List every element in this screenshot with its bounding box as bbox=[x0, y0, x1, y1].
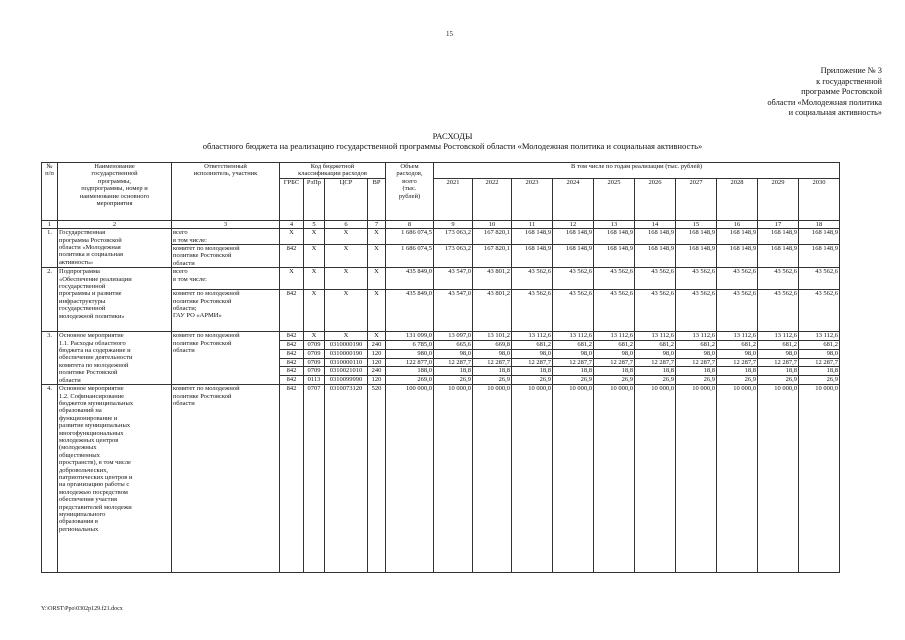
row-executor: комитет по молодежной политике Ростовской области; ГАУ РО «АРМИ» bbox=[172, 290, 280, 332]
cell-year-2026: 168 148,9 bbox=[635, 229, 676, 245]
cell-total: 1 686 074,5 bbox=[386, 229, 434, 245]
cell-year-2029: 10 000,0 bbox=[758, 385, 799, 573]
cell-year-2027: 98,0 bbox=[676, 349, 717, 358]
cell-year-2021: 98,0 bbox=[434, 349, 473, 358]
cell-year-2027: 43 562,6 bbox=[676, 268, 717, 290]
table-row bbox=[42, 332, 840, 341]
cell-year-2030: 43 562,6 bbox=[799, 268, 840, 290]
appendix-line: области «Молодежная политика bbox=[767, 97, 882, 107]
header-code-3: ВР bbox=[368, 178, 386, 220]
cell-year-2021: 665,6 bbox=[434, 341, 473, 350]
cell-year-2023: 13 112,6 bbox=[512, 332, 553, 341]
cell-vr: 240 bbox=[368, 341, 386, 350]
column-number: 4 bbox=[280, 220, 304, 228]
row-name: Основное мероприятие 1.1. Расходы областного бюджета на содержание и обеспечение деятельности комитета по молодежной политике Ростовской области bbox=[58, 332, 172, 385]
cell-vr: Х bbox=[368, 245, 386, 268]
cell-year-2029: 98,0 bbox=[758, 349, 799, 358]
header-year-2026: 2026 bbox=[635, 178, 676, 220]
cell-total: 6 785,0 bbox=[386, 341, 434, 350]
cell-csr: 0310073120 bbox=[325, 385, 368, 573]
cell-year-2025: 168 148,9 bbox=[594, 245, 635, 268]
appendix-line: к государственной bbox=[816, 76, 882, 86]
cell-year-2028: 43 562,6 bbox=[717, 268, 758, 290]
cell-year-2025: 10 000,0 bbox=[594, 385, 635, 573]
row-executor: комитет по молодежной политике Ростовской области bbox=[172, 385, 280, 573]
cell-year-2023: 681,2 bbox=[512, 341, 553, 350]
cell-rzpr: 0113 bbox=[304, 376, 325, 385]
document-subtitle: областного бюджета на реализацию государственной программы Ростовской области «Молодежная политика и социальная активность» bbox=[202, 141, 703, 151]
cell-vr: 120 bbox=[368, 376, 386, 385]
appendix-line: и социальная активность» bbox=[788, 108, 882, 117]
budget-table bbox=[41, 162, 840, 573]
cell-rzpr: Х bbox=[304, 268, 325, 290]
cell-year-2030: 18,8 bbox=[799, 367, 840, 376]
cell-year-2027: 13 112,6 bbox=[676, 332, 717, 341]
cell-year-2029: 168 148,9 bbox=[758, 245, 799, 268]
cell-year-2024: 18,8 bbox=[553, 367, 594, 376]
cell-year-2024: 12 287,7 bbox=[553, 358, 594, 367]
table-row bbox=[42, 229, 840, 245]
header-year-2021: 2021 bbox=[434, 178, 473, 220]
header-row bbox=[42, 163, 840, 179]
header-volume: Объем расходов, всего (тыс. рублей) bbox=[386, 163, 434, 221]
cell-year-2021: 18,8 bbox=[434, 367, 473, 376]
row-name: Подпрограмма «Обеспечение реализации государственной программы и развитие инфраструктуры государственной молодежной политики» bbox=[58, 268, 172, 332]
cell-year-2029: 168 148,9 bbox=[758, 229, 799, 245]
cell-year-2028: 10 000,0 bbox=[717, 385, 758, 573]
cell-grbs: 842 bbox=[280, 376, 304, 385]
column-number: 12 bbox=[553, 220, 594, 228]
row-name: Основное мероприятие 1.2. Софинансирование бюджетов муниципальных образований на функционирование и развитие муниципальных многофункциональных молодежных центров (молодежных общественных пространств), в том числе добровольческих, патриотических центров и на организацию работы с молодежью посредством обеспечения участия представителей молодежи муниципального образования в региональных bbox=[58, 385, 172, 573]
cell-grbs: 842 bbox=[280, 341, 304, 350]
column-number: 10 bbox=[473, 220, 512, 228]
cell-year-2023: 43 562,6 bbox=[512, 268, 553, 290]
cell-total: 1 686 074,5 bbox=[386, 245, 434, 268]
header-code-0: ГРБС bbox=[280, 178, 304, 220]
cell-year-2025: 98,0 bbox=[594, 349, 635, 358]
header-code-1: РзПр bbox=[304, 178, 325, 220]
cell-year-2025: 43 562,6 bbox=[594, 268, 635, 290]
appendix-line: Приложение № 3 bbox=[820, 66, 882, 75]
cell-total: 435 849,0 bbox=[386, 268, 434, 290]
cell-year-2030: 10 000,0 bbox=[799, 385, 840, 573]
cell-vr: 240 bbox=[368, 367, 386, 376]
cell-year-2027: 168 148,9 bbox=[676, 229, 717, 245]
cell-year-2021: 13 097,0 bbox=[434, 332, 473, 341]
column-number: 2 bbox=[58, 220, 172, 228]
cell-year-2025: 12 287,7 bbox=[594, 358, 635, 367]
cell-year-2022: 669,8 bbox=[473, 341, 512, 350]
row-name: Государственная программа Ростовской области «Молодежная политика и социальная активность» bbox=[58, 229, 172, 268]
appendix-block bbox=[690, 66, 882, 119]
column-number: 11 bbox=[512, 220, 553, 228]
cell-year-2028: 98,0 bbox=[717, 349, 758, 358]
cell-rzpr: Х bbox=[304, 245, 325, 268]
cell-year-2026: 10 000,0 bbox=[635, 385, 676, 573]
cell-year-2029: 43 562,6 bbox=[758, 290, 799, 332]
cell-year-2026: 12 287,7 bbox=[635, 358, 676, 367]
cell-rzpr: 0709 bbox=[304, 358, 325, 367]
cell-year-2028: 43 562,6 bbox=[717, 290, 758, 332]
cell-year-2027: 681,2 bbox=[676, 341, 717, 350]
cell-rzpr: Х bbox=[304, 290, 325, 332]
cell-grbs: 842 bbox=[280, 290, 304, 332]
cell-total: 131 099,0 bbox=[386, 332, 434, 341]
cell-year-2029: 18,8 bbox=[758, 367, 799, 376]
cell-year-2029: 12 287,7 bbox=[758, 358, 799, 367]
cell-vr: 120 bbox=[368, 358, 386, 367]
cell-year-2024: 26,9 bbox=[553, 376, 594, 385]
cell-csr: 0310000190 bbox=[325, 349, 368, 358]
column-number: 16 bbox=[717, 220, 758, 228]
cell-year-2028: 681,2 bbox=[717, 341, 758, 350]
header-name: Наименование государственной программы, подпрограммы, номер и наименование основного мероприятия bbox=[58, 163, 172, 221]
cell-year-2024: 10 000,0 bbox=[553, 385, 594, 573]
cell-year-2022: 43 801,2 bbox=[473, 290, 512, 332]
header-year-2024: 2024 bbox=[553, 178, 594, 220]
cell-year-2027: 18,8 bbox=[676, 367, 717, 376]
cell-csr: 0310099990 bbox=[325, 376, 368, 385]
cell-year-2028: 18,8 bbox=[717, 367, 758, 376]
cell-year-2021: 173 063,2 bbox=[434, 245, 473, 268]
column-number: 3 bbox=[172, 220, 280, 228]
cell-total: 188,0 bbox=[386, 367, 434, 376]
page-number: 15 bbox=[446, 30, 453, 38]
column-number: 1 bbox=[42, 220, 58, 228]
cell-year-2027: 10 000,0 bbox=[676, 385, 717, 573]
cell-csr: 0310021010 bbox=[325, 367, 368, 376]
cell-csr: Х bbox=[325, 268, 368, 290]
cell-vr: Х bbox=[368, 332, 386, 341]
header-year-2022: 2022 bbox=[473, 178, 512, 220]
cell-year-2026: 98,0 bbox=[635, 349, 676, 358]
cell-year-2021: 43 547,0 bbox=[434, 290, 473, 332]
header-year-2023: 2023 bbox=[512, 178, 553, 220]
header-year-2030: 2030 bbox=[799, 178, 840, 220]
cell-year-2030: 98,0 bbox=[799, 349, 840, 358]
cell-year-2022: 26,9 bbox=[473, 376, 512, 385]
cell-rzpr: 0707 bbox=[304, 385, 325, 573]
header-code-2: ЦСР bbox=[325, 178, 368, 220]
cell-year-2030: 12 287,7 bbox=[799, 358, 840, 367]
cell-vr: 520 bbox=[368, 385, 386, 573]
column-number: 14 bbox=[635, 220, 676, 228]
cell-year-2021: 43 547,0 bbox=[434, 268, 473, 290]
cell-year-2027: 12 287,7 bbox=[676, 358, 717, 367]
row-executor: комитет по молодежной политике Ростовской области bbox=[172, 245, 280, 268]
cell-year-2026: 13 112,6 bbox=[635, 332, 676, 341]
cell-year-2030: 26,9 bbox=[799, 376, 840, 385]
cell-grbs: 842 bbox=[280, 358, 304, 367]
cell-year-2024: 43 562,6 bbox=[553, 290, 594, 332]
table-row bbox=[42, 385, 840, 573]
cell-year-2023: 12 287,7 bbox=[512, 358, 553, 367]
cell-year-2023: 168 148,9 bbox=[512, 229, 553, 245]
header-year-2029: 2029 bbox=[758, 178, 799, 220]
cell-year-2023: 18,8 bbox=[512, 367, 553, 376]
cell-year-2028: 12 287,7 bbox=[717, 358, 758, 367]
cell-year-2021: 12 287,7 bbox=[434, 358, 473, 367]
cell-csr: Х bbox=[325, 229, 368, 245]
cell-rzpr: 0709 bbox=[304, 341, 325, 350]
row-executor: комитет по молодежной политике Ростовской области bbox=[172, 332, 280, 385]
row-number: 2. bbox=[42, 268, 58, 332]
cell-year-2023: 168 148,9 bbox=[512, 245, 553, 268]
column-number: 9 bbox=[434, 220, 473, 228]
cell-csr: Х bbox=[325, 332, 368, 341]
cell-rzpr: Х bbox=[304, 332, 325, 341]
file-path-footer: Y:\ORST\Ppo\0302p129.f21.docx bbox=[41, 606, 123, 612]
cell-year-2029: 681,2 bbox=[758, 341, 799, 350]
cell-year-2022: 98,0 bbox=[473, 349, 512, 358]
cell-year-2021: 26,9 bbox=[434, 376, 473, 385]
cell-year-2025: 18,8 bbox=[594, 367, 635, 376]
row-number: 1. bbox=[42, 229, 58, 268]
column-number-row bbox=[42, 220, 840, 228]
cell-year-2026: 18,8 bbox=[635, 367, 676, 376]
table-row bbox=[42, 268, 840, 290]
cell-year-2023: 10 000,0 bbox=[512, 385, 553, 573]
row-number: 3. bbox=[42, 332, 58, 385]
header-executor: Ответственный исполнитель, участник bbox=[172, 163, 280, 221]
row-executor: всего в том числе: bbox=[172, 229, 280, 245]
cell-vr: Х bbox=[368, 229, 386, 245]
cell-vr: 120 bbox=[368, 349, 386, 358]
cell-year-2022: 10 000,0 bbox=[473, 385, 512, 573]
cell-year-2029: 26,9 bbox=[758, 376, 799, 385]
row-number: 4. bbox=[42, 385, 58, 573]
cell-year-2023: 26,9 bbox=[512, 376, 553, 385]
cell-total: 269,0 bbox=[386, 376, 434, 385]
cell-total: 980,0 bbox=[386, 349, 434, 358]
cell-year-2022: 18,8 bbox=[473, 367, 512, 376]
cell-year-2023: 43 562,6 bbox=[512, 290, 553, 332]
header-budget-code: Код бюджетной классификации расходов bbox=[280, 163, 386, 179]
cell-total: 100 000,0 bbox=[386, 385, 434, 573]
cell-rzpr: 0709 bbox=[304, 367, 325, 376]
cell-year-2023: 98,0 bbox=[512, 349, 553, 358]
cell-csr: Х bbox=[325, 290, 368, 332]
header-year-2027: 2027 bbox=[676, 178, 717, 220]
cell-grbs: 842 bbox=[280, 245, 304, 268]
row-executor: всего в том числе: bbox=[172, 268, 280, 290]
cell-year-2024: 98,0 bbox=[553, 349, 594, 358]
cell-year-2028: 13 112,6 bbox=[717, 332, 758, 341]
cell-year-2022: 13 101,2 bbox=[473, 332, 512, 341]
cell-year-2027: 26,9 bbox=[676, 376, 717, 385]
appendix-line: программе Ростовской bbox=[801, 87, 882, 96]
cell-csr: 0310000190 bbox=[325, 341, 368, 350]
cell-year-2022: 167 820,1 bbox=[473, 245, 512, 268]
cell-year-2026: 681,2 bbox=[635, 341, 676, 350]
cell-total: 435 849,0 bbox=[386, 290, 434, 332]
cell-year-2030: 43 562,6 bbox=[799, 290, 840, 332]
cell-year-2025: 13 112,6 bbox=[594, 332, 635, 341]
cell-year-2026: 43 562,6 bbox=[635, 290, 676, 332]
cell-year-2028: 168 148,9 bbox=[717, 245, 758, 268]
cell-year-2030: 681,2 bbox=[799, 341, 840, 350]
cell-year-2028: 168 148,9 bbox=[717, 229, 758, 245]
cell-year-2028: 26,9 bbox=[717, 376, 758, 385]
cell-year-2030: 168 148,9 bbox=[799, 229, 840, 245]
header-years-label: В том числе по годам реализации (тыс. рублей) bbox=[434, 163, 840, 179]
column-number: 18 bbox=[799, 220, 840, 228]
cell-grbs: 842 bbox=[280, 349, 304, 358]
column-number: 6 bbox=[325, 220, 368, 228]
column-number: 17 bbox=[758, 220, 799, 228]
cell-year-2024: 13 112,6 bbox=[553, 332, 594, 341]
column-number: 7 bbox=[368, 220, 386, 228]
cell-year-2025: 26,9 bbox=[594, 376, 635, 385]
cell-year-2026: 43 562,6 bbox=[635, 268, 676, 290]
cell-year-2022: 167 820,1 bbox=[473, 229, 512, 245]
header-year-2025: 2025 bbox=[594, 178, 635, 220]
cell-grbs: Х bbox=[280, 229, 304, 245]
column-number: 13 bbox=[594, 220, 635, 228]
cell-grbs: 842 bbox=[280, 367, 304, 376]
header-num: № п/п bbox=[42, 163, 58, 221]
cell-rzpr: 0709 bbox=[304, 349, 325, 358]
column-number: 5 bbox=[304, 220, 325, 228]
column-number: 8 bbox=[386, 220, 434, 228]
cell-year-2025: 168 148,9 bbox=[594, 229, 635, 245]
cell-year-2029: 13 112,6 bbox=[758, 332, 799, 341]
cell-year-2026: 26,9 bbox=[635, 376, 676, 385]
cell-year-2030: 168 148,9 bbox=[799, 245, 840, 268]
cell-year-2029: 43 562,6 bbox=[758, 268, 799, 290]
cell-grbs: 842 bbox=[280, 332, 304, 341]
cell-year-2021: 10 000,0 bbox=[434, 385, 473, 573]
cell-year-2022: 12 287,7 bbox=[473, 358, 512, 367]
cell-vr: Х bbox=[368, 290, 386, 332]
cell-year-2025: 43 562,6 bbox=[594, 290, 635, 332]
cell-vr: Х bbox=[368, 268, 386, 290]
cell-csr: 0310000110 bbox=[325, 358, 368, 367]
cell-year-2021: 173 063,2 bbox=[434, 229, 473, 245]
cell-year-2024: 168 148,9 bbox=[553, 229, 594, 245]
cell-year-2025: 681,2 bbox=[594, 341, 635, 350]
cell-rzpr: Х bbox=[304, 229, 325, 245]
cell-year-2027: 168 148,9 bbox=[676, 245, 717, 268]
cell-grbs: Х bbox=[280, 268, 304, 290]
document-title: РАСХОДЫ bbox=[432, 131, 473, 141]
cell-year-2030: 13 112,6 bbox=[799, 332, 840, 341]
cell-total: 122 877,0 bbox=[386, 358, 434, 367]
cell-year-2024: 681,2 bbox=[553, 341, 594, 350]
cell-year-2022: 43 801,2 bbox=[473, 268, 512, 290]
cell-year-2024: 43 562,6 bbox=[553, 268, 594, 290]
cell-csr: Х bbox=[325, 245, 368, 268]
column-number: 15 bbox=[676, 220, 717, 228]
cell-year-2027: 43 562,6 bbox=[676, 290, 717, 332]
cell-grbs: 842 bbox=[280, 385, 304, 573]
cell-year-2026: 168 148,9 bbox=[635, 245, 676, 268]
cell-year-2024: 168 148,9 bbox=[553, 245, 594, 268]
header-year-2028: 2028 bbox=[717, 178, 758, 220]
